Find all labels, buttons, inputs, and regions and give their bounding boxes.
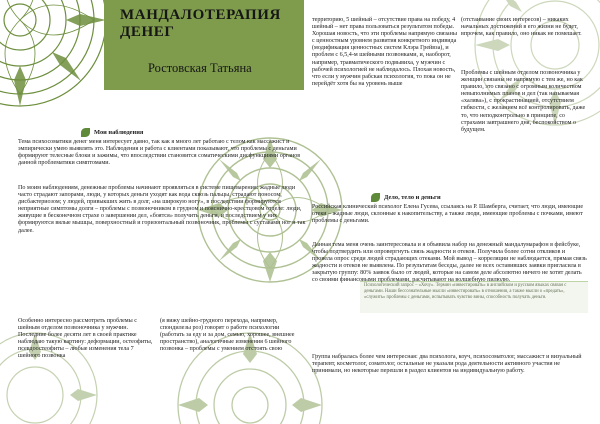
paragraph-neck-men-continued: (я вижу шейно-грудного перехода, например, спондилезы роз) говорят о работе психологии (работать за еду и за дом, семью, хорошее, внешнее пространство), аналогичные изменения 6 шейного позвонка – проблемы с умением отстоять свою <box>160 318 295 353</box>
leaf-icon <box>371 193 380 202</box>
section-heading-body-money: Дело, тело и деньги <box>384 194 441 201</box>
paragraph-group: Группа набралась более чем интересная: два психолога, коуч, психосоматолог, массажист и визуальный терапевт, косметолог, соматолог, остальные не указали рода деятельности активного участия не принимали, но некоторые перешли в раздел клиентов на индивидуальную работу. <box>312 354 582 375</box>
paragraph-digestion: По моим наблюдениям, денежные проблемы начинают проявляться в системе пищеварения: жадные люди часто страдают запорами, люди, у которых деньги уходят как вода сквозь пальцы, страдают поносом, дисбактериозом; у людей, привыкших жить в долг, «на широкую ногу», в последствии формируются неприятные симптомы долги – проблемы с позвоночником в грудном и пояснично-крестцовом отделе: люди, живущие в бесконечном страхе о завершении дел, «боятся» получить деньги, и последствием у них формируются вялые мышцы, поверхностный и горизонтальный позвоночник, проблемы с суставами ног и так далее. <box>18 185 306 234</box>
mandala-top-left-decoration <box>0 0 110 110</box>
leaf-icon <box>81 128 90 137</box>
paragraph-neck-men: Особенно интересно рассмотреть проблемы с шейным отделом позвоночника у мужчин. Последние более десяти лет в своей практике наблюдаю такую картину: деформации, остеофиты, псевдоостеофиты – любые изменения тела 7 шейного позвонка <box>18 318 153 360</box>
paragraph-marathon: Данная тема меня очень заинтересовала и я объявила набор на денежный мандалумарафон в фейсбуке, чтобы подтвердить или опровергнуть связь жадности и отеков. Получила более сотни откликов и провела опрос среди людей страдающих отеками. Мой вывод – корреляции не наблюдается, прямая связь жадности и отеков не выявлена. По результатам беседы, далее не всех оставивших заявки пригласила в закрытую группу: 80% заявок было от людей, которые на самом деле абсолютно ничего не хотят делать со своими финансовыми проблемами, расчитывают на волшебную пилюлю. <box>312 242 587 284</box>
figure-caption: Психологический запрос – «Хочу». Термин «инвестировать» в английском и русском языках связан с деньгами. Наши бессознательные мысли «инвестировать» в отношения, а также мысли о «предать», «служить» проблемы с деньгами, испытывать чувство вины, способность получать деньги. <box>364 283 567 300</box>
section-heading-observations: Мои наблюдения <box>94 129 144 136</box>
intro-paragraph: Тема психосоматики денег меня интересует давно, так как я много лет работаю с телом как массажист и эмпирически умею выявлять это. Наблюдения и работа с клиентами показывают, что проблемы с деньгами формируют телесные блоки и зажимы, что впоследствии становится соматическими дисфункциями органов данной проблематики симптомами. <box>18 139 301 167</box>
paragraph-own-interests: (отстаивание своих интересов) – никаких начальных достижений в его жизни не будет, впрочем, как правило, оно никак не помешает. <box>461 17 582 38</box>
paragraph-neck-women: Проблемы с шейным отделом позвоночника у женщин связаны не напрямую с тем же, но как правило, это связано с огромным количеством невыполнимых планов и дел (так называемая «халява»), с прокрастинацией, отсутствием гибкости, с желанием всё контролировать, даже то, что неподконтрольно в принципе, со страхами завтрашнего дня, беспокойством о будущем. <box>461 70 586 133</box>
paragraph-territory: территорию, 5 шейный – отсутствие права на победу, 4 шейный – нет права пользоваться результатом победы. Хорошая новость, что эти проблемы напрямую связаны с ценностным уровнем развития конкретного индивида (модификация ценностных систем Клэра Грейвза), и проблем с 6,5,4-м шейными позвонками, и, наоборот, например, травматического подвывиха, у мужчин с рабочей психологией не наблюдалось. Плохая новость, что если у мужчин рабская психология, то пока он не перейдёт хотя бы на уровень выше <box>312 17 457 87</box>
article-author: Ростовская Татьяна <box>148 61 252 75</box>
paragraph-gusseva: Российская клинический психолог Елена Гусева, ссылаясь на Р. Шамберга, считает, что люди, имеющие отеки – жадные люди, склонные к накопительству, а также люди, имеющие проблемы с почками, имеют проблемы с деньгами. <box>312 204 584 225</box>
article-title: МАНДАЛОТЕРАПИЯ ДЕНЕГ <box>120 7 281 40</box>
